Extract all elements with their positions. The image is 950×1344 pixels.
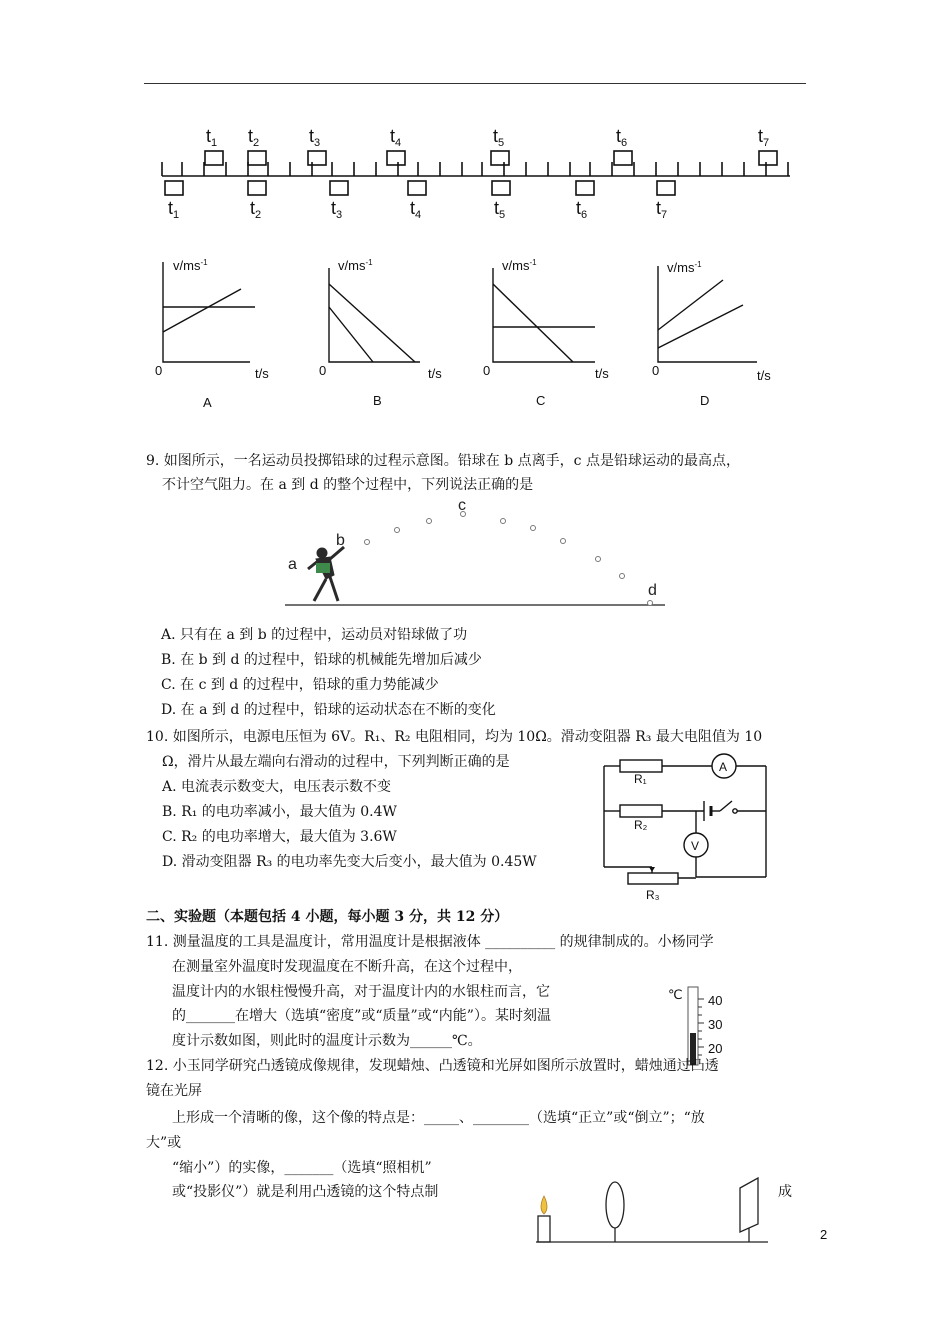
- q9-option-d: D. 在 a 到 d 的过程中，铅球的运动状态在不断的变化: [161, 702, 496, 718]
- graph-c-xlabel: t/s: [595, 366, 609, 381]
- q9-line1: 9. 如图所示，一名运动员投掷铅球的过程示意图。铅球在 b 点离手，c 点是铅球运动的最高点，: [146, 453, 740, 469]
- vt-graphs: [145, 252, 795, 417]
- point-d: d: [648, 582, 657, 599]
- point-a: a: [288, 556, 297, 573]
- bottom-label-2: $t_2$: [250, 198, 262, 221]
- q12-line5: “缩小”）的实像，_______（选填“照相机”: [172, 1160, 432, 1176]
- graph-b-option: B: [373, 393, 382, 408]
- graph-a-option: A: [203, 395, 212, 410]
- graph-b-ylabel: $v/ms^{-1}$: [338, 258, 373, 273]
- q11-line3: 温度计内的水银柱慢慢升高，对于温度计内的水银柱而言，它: [172, 984, 550, 1000]
- q9-option-a: A. 只有在 a 到 b 的过程中，运动员对铅球做了功: [161, 627, 468, 643]
- q12-line2: 镜在光屏: [146, 1083, 202, 1099]
- shotput-figure: [280, 495, 670, 610]
- graph-b-origin: 0: [319, 363, 327, 378]
- top-label-5: $t_5$: [493, 126, 505, 149]
- label-r2: R₂: [634, 818, 648, 832]
- graph-a-ylabel: $v/ms^{-1}$: [173, 258, 208, 273]
- page-number: 2: [820, 1227, 828, 1242]
- bottom-label-1: $t_1$: [168, 198, 180, 221]
- q12-line1: 12. 小玉同学研究凸透镜成像规律，发现蜡烛、凸透镜和光屏如图所示放置时，蜡烛通过凸透: [146, 1058, 719, 1074]
- bottom-label-5: $t_5$: [494, 198, 506, 221]
- thermo-tick-20: 20: [708, 1041, 723, 1056]
- header-rule: [144, 83, 806, 84]
- label-r3: R₃: [646, 888, 660, 902]
- q11-line2: 在测量室外温度时发现温度在不断升高，在这个过程中，: [172, 959, 522, 975]
- bottom-label-7: $t_7$: [656, 198, 668, 221]
- q12-line3: 上形成一个清晰的像，这个像的特点是：_____、________（选填“正立”或“倒立”；“放: [172, 1110, 705, 1126]
- q10-option-a: A. 电流表示数变大，电压表示数不变: [162, 779, 392, 795]
- q9-line2: 不计空气阻力。在 a 到 d 的整个过程中，下列说法正确的是: [162, 477, 534, 493]
- thermo-tick-30: 30: [708, 1017, 723, 1032]
- voltmeter-label: V: [691, 839, 700, 853]
- graph-c-origin: 0: [483, 363, 491, 378]
- graph-a-origin: 0: [155, 363, 163, 378]
- lens-setup-figure: [528, 1172, 778, 1252]
- point-b: b: [336, 532, 345, 549]
- q9-option-c: C. 在 c 到 d 的过程中，铅球的重力势能减少: [161, 677, 439, 693]
- ammeter-label: A: [719, 760, 728, 774]
- q10-line2: Ω，滑片从最左端向右滑动的过程中，下列判断正确的是: [162, 754, 510, 770]
- point-c: c: [458, 497, 466, 514]
- graph-b-xlabel: t/s: [428, 366, 442, 381]
- q9-option-b: B. 在 b 到 d 的过程中，铅球的机械能先增加后减少: [161, 652, 482, 668]
- q10-line1: 10. 如图所示，电源电压恒为 6V。R₁、R₂ 电阻相同，均为 10Ω。滑动变阻器 R₃ 最大电阻值为 10: [146, 729, 763, 745]
- thermo-unit: ℃: [668, 987, 683, 1002]
- top-label-4: $t_4$: [390, 126, 402, 149]
- q12-line6: 或“投影仪”）就是利用凸透镜的这个特点制: [172, 1184, 439, 1200]
- q10-option-b: B. R₁ 的电功率减小，最大值为 0.4W: [162, 804, 397, 820]
- label-r1: R₁: [634, 772, 647, 786]
- top-label-3: $t_3$: [309, 126, 321, 149]
- graph-c-ylabel: $v/ms^{-1}$: [502, 258, 537, 273]
- top-label-6: $t_6$: [616, 126, 628, 149]
- bottom-label-6: $t_6$: [576, 198, 588, 221]
- thermo-tick-40: 40: [708, 993, 723, 1008]
- q11-line1: 11. 测量温度的工具是温度计，常用温度计是根据液体 __________ 的规律制成的。小杨同学: [146, 934, 714, 950]
- q11-line4: 的_______在增大（选填“密度”或“质量”或“内能”）。某时刻温: [172, 1008, 551, 1024]
- graph-d-ylabel: $v/ms^{-1}$: [667, 260, 702, 275]
- q10-option-c: C. R₂ 的电功率增大，最大值为 3.6W: [162, 829, 397, 845]
- graph-d-option: D: [700, 393, 710, 408]
- thermometer: [662, 985, 734, 1067]
- top-label-2: $t_2$: [248, 126, 260, 149]
- circuit-diagram: [596, 753, 774, 903]
- graph-d-origin: 0: [652, 363, 660, 378]
- q12-line4: 大”或: [146, 1135, 182, 1151]
- q11-line5: 度计示数如图，则此时的温度计示数为______℃。: [172, 1033, 482, 1049]
- top-label-7: $t_7$: [758, 126, 770, 149]
- top-label-1: $t_1$: [206, 126, 218, 149]
- graph-d-xlabel: t/s: [757, 368, 771, 383]
- graph-a-xlabel: t/s: [255, 366, 269, 381]
- q12-line6-tail: 成: [778, 1184, 792, 1200]
- timeline-figure: [150, 120, 800, 225]
- q10-option-d: D. 滑动变阻器 R₃ 的电功率先变大后变小，最大值为 0.45W: [162, 854, 537, 870]
- bottom-label-3: $t_3$: [331, 198, 343, 221]
- section2-title: 二、实验题（本题包括 4 小题，每小题 3 分，共 12 分）: [146, 909, 509, 925]
- bottom-label-4: $t_4$: [410, 198, 422, 221]
- graph-c-option: C: [536, 393, 546, 408]
